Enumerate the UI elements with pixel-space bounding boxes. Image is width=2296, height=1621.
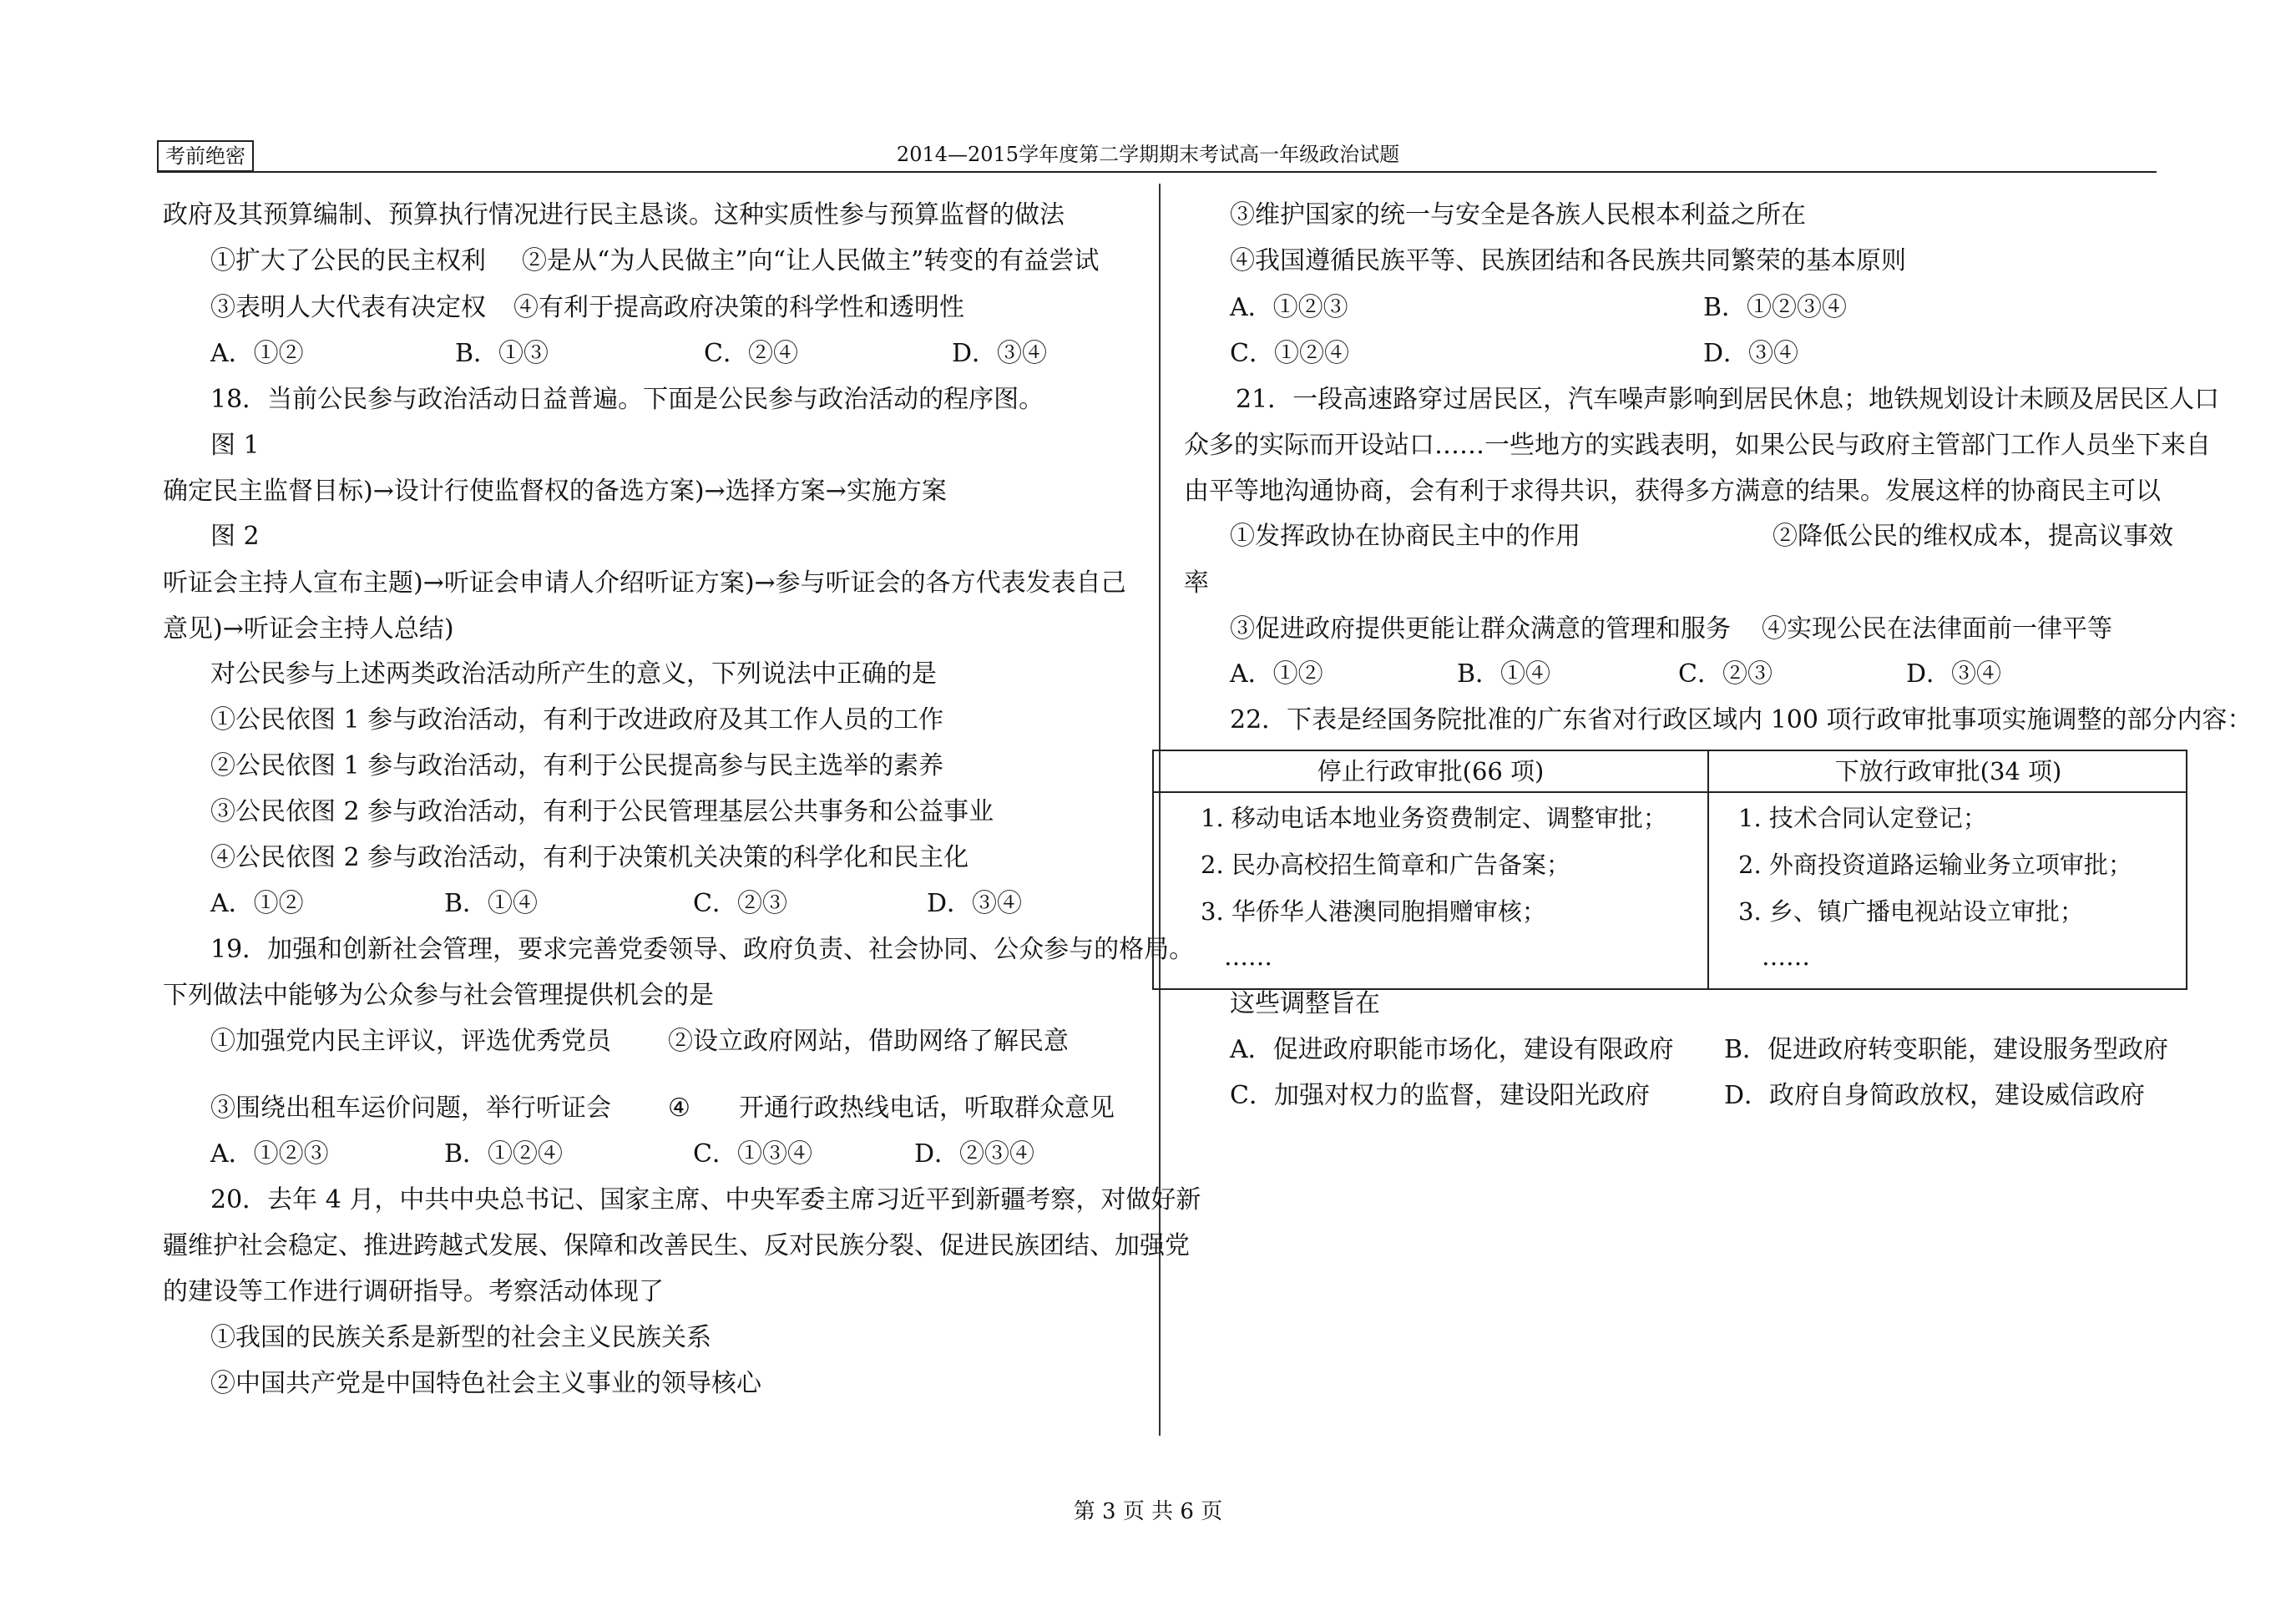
q22-option-a: A．促进政府职能市场化，建设有限政府: [1230, 1035, 1674, 1064]
q17-option-b: B．①③: [455, 339, 549, 368]
table-stopped-item-3: 3. 华侨华人港澳同胞捐赠审核；: [1201, 897, 1546, 926]
q19-question-1: 19．加强和创新社会管理，要求完善党委领导、政府负责、社会协同、公众参与的格局。: [210, 935, 1195, 964]
table-delegated-item-3: 3. 乡、镇广播电视站设立审批；: [1738, 897, 2084, 926]
q22-question: 22．下表是经国务院批准的广东省对行政区域内 100 项行政审批事项实施调整的部分内容：: [1230, 705, 2253, 735]
q19-statement-3: ③围绕出租车运价问题，举行听证会: [210, 1093, 611, 1123]
q17-option-a: A．①②: [210, 339, 304, 368]
table-delegated-item-2: 2. 外商投资道路运输业务立项审批；: [1738, 851, 2132, 879]
q18-statement-1: ①公民依图 1 参与政治活动，有利于改进政府及其工作人员的工作: [210, 705, 944, 735]
table-delegated-ellipsis: ……: [1762, 942, 1810, 971]
q18-statement-2: ②公民依图 1 参与政治活动，有利于公民提高参与民主选举的素养: [210, 751, 944, 780]
q21-option-d: D．③④: [1906, 659, 2002, 689]
q19-option-d: D．②③④: [914, 1139, 1035, 1169]
confidential-stamp: 考前绝密: [157, 140, 254, 172]
q20-statement-4: ④我国遵循民族平等、民族团结和各民族共同繁荣的基本原则: [1230, 246, 1906, 275]
q17-option-d: D．③④: [952, 339, 1048, 368]
q19-option-c: C．①③④: [693, 1139, 812, 1169]
header-rule: [157, 171, 2157, 173]
q20-question-2: 疆维护社会稳定、推进跨越式发展、保障和改善民生、反对民族分裂、促进民族团结、加强党: [163, 1231, 1190, 1260]
q21-statement-2: ②降低公民的维权成本，提高议事效: [1773, 522, 2173, 551]
figure-2-flow-1: 听证会主持人宣布主题)→听证会申请人介绍听证方案)→参与听证会的各方代表发表自己: [163, 568, 1126, 598]
q20-option-d: D．③④: [1703, 339, 1799, 368]
q22-option-d: D．政府自身简政放权，建设威信政府: [1724, 1081, 2146, 1110]
table-stopped-item-2: 2. 民办高校招生简章和广告备案；: [1201, 851, 1570, 879]
q20-question-3: 的建设等工作进行调研指导。考察活动体现了: [163, 1277, 664, 1306]
page-number: 第 3 页 共 6 页: [1073, 1499, 1223, 1524]
q21-statement-1: ①发挥政协在协商民主中的作用: [1230, 522, 1580, 551]
left-line-01: 政府及其预算编制、预算执行情况进行民主恳谈。这种实质性参与预算监督的做法: [163, 200, 1065, 230]
q19-option-b: B．①②④: [444, 1139, 564, 1169]
table-delegated-item-1: 1. 技术合同认定登记；: [1738, 804, 1987, 832]
q19-statement-1: ①加强党内民主评议，评选优秀党员: [210, 1027, 611, 1056]
q20-statement-2: ②中国共产党是中国特色社会主义事业的领导核心: [210, 1369, 761, 1398]
q22-option-c: C．加强对权力的监督，建设阳光政府: [1230, 1081, 1650, 1110]
q20-option-c: C．①②④: [1230, 339, 1349, 368]
q19-question-2: 下列做法中能够为公众参与社会管理提供机会的是: [163, 981, 714, 1010]
q17-statement-1: ①扩大了公民的民主权利: [210, 246, 486, 275]
q21-question-1: 21．一段高速路穿过居民区，汽车噪声影响到居民休息；地铁规划设计未顾及居民区人口: [1236, 385, 2220, 414]
q19-option-a: A．①②③: [210, 1139, 329, 1169]
figure-2-label: 图 2: [210, 522, 260, 551]
q20-statement-3: ③维护国家的统一与安全是各族人民根本利益之所在: [1230, 200, 1806, 230]
q18-option-b: B．①④: [444, 889, 539, 918]
q18-option-a: A．①②: [210, 889, 304, 918]
q22-stem: 这些调整旨在: [1230, 989, 1380, 1018]
q21-statement-3: ③促进政府提供更能让群众满意的管理和服务: [1230, 614, 1731, 644]
approval-table: [1152, 750, 2187, 990]
q18-stem: 对公民参与上述两类政治活动所产生的意义，下列说法中正确的是: [210, 659, 937, 689]
q21-statement-2-cont: 率: [1184, 568, 1209, 598]
q18-option-c: C．②③: [693, 889, 787, 918]
q21-question-2: 众多的实际而开设站口……一些地方的实践表明，如果公民与政府主管部门工作人员坐下来自: [1184, 431, 2211, 460]
figure-2-flow-2: 意见)→听证会主持人总结): [163, 614, 454, 644]
q20-option-b: B．①②③④: [1703, 293, 1848, 322]
table-stopped-ellipsis: ……: [1224, 942, 1272, 971]
q17-option-c: C．②④: [704, 339, 798, 368]
q17-statement-3: ③表明人大代表有决定权: [210, 293, 486, 322]
q21-option-c: C．②③: [1678, 659, 1773, 689]
q19-statement-2: ②设立政府网站，借助网络了解民意: [668, 1027, 1069, 1056]
exam-title: 2014—2015学年度第二学期期末考试高一年级政治试题: [896, 143, 1400, 166]
q21-option-a: A．①②: [1230, 659, 1323, 689]
q20-statement-1: ①我国的民族关系是新型的社会主义民族关系: [210, 1323, 711, 1352]
q19-statement-4: 开通行政热线电话，听取群众意见: [739, 1093, 1115, 1123]
q18-statement-3: ③公民依图 2 参与政治活动，有利于公民管理基层公共事务和公益事业: [210, 797, 994, 826]
q19-statement-4-number: ④: [668, 1093, 690, 1123]
q17-statement-2: ②是从“为人民做主”向“让人民做主”转变的有益尝试: [522, 246, 1100, 275]
q21-statement-4: ④实现公民在法律面前一律平等: [1762, 614, 2112, 644]
q21-question-3: 由平等地沟通协商，会有利于求得共识，获得多方满意的结果。发展这样的协商民主可以: [1184, 477, 2161, 506]
q18-statement-4: ④公民依图 2 参与政治活动，有利于决策机关决策的科学化和民主化: [210, 843, 969, 872]
q20-option-a: A．①②③: [1230, 293, 1348, 322]
figure-1-label: 图 1: [210, 431, 260, 460]
figure-1-flow: 确定民主监督目标)→设计行使监督权的备选方案)→选择方案→实施方案: [163, 477, 947, 506]
table-stopped-item-1: 1. 移动电话本地业务资费制定、调整审批；: [1201, 804, 1667, 832]
q17-statement-4: ④有利于提高政府决策的科学性和透明性: [513, 293, 964, 322]
q22-option-b: B．促进政府转变职能，建设服务型政府: [1724, 1035, 2169, 1064]
q18-question: 18．当前公民参与政治活动日益普遍。下面是公民参与政治活动的程序图。: [210, 385, 1044, 414]
q21-option-b: B．①④: [1457, 659, 1551, 689]
q20-question-1: 20．去年 4 月，中共中央总书记、国家主席、中央军委主席习近平到新疆考察，对做好新: [210, 1185, 1201, 1214]
table-header-rule: [1154, 791, 2186, 793]
q18-option-d: D．③④: [927, 889, 1023, 918]
table-header-delegated: 下放行政审批(34 项): [1834, 757, 2062, 785]
table-header-stopped: 停止行政审批(66 项): [1317, 757, 1545, 785]
